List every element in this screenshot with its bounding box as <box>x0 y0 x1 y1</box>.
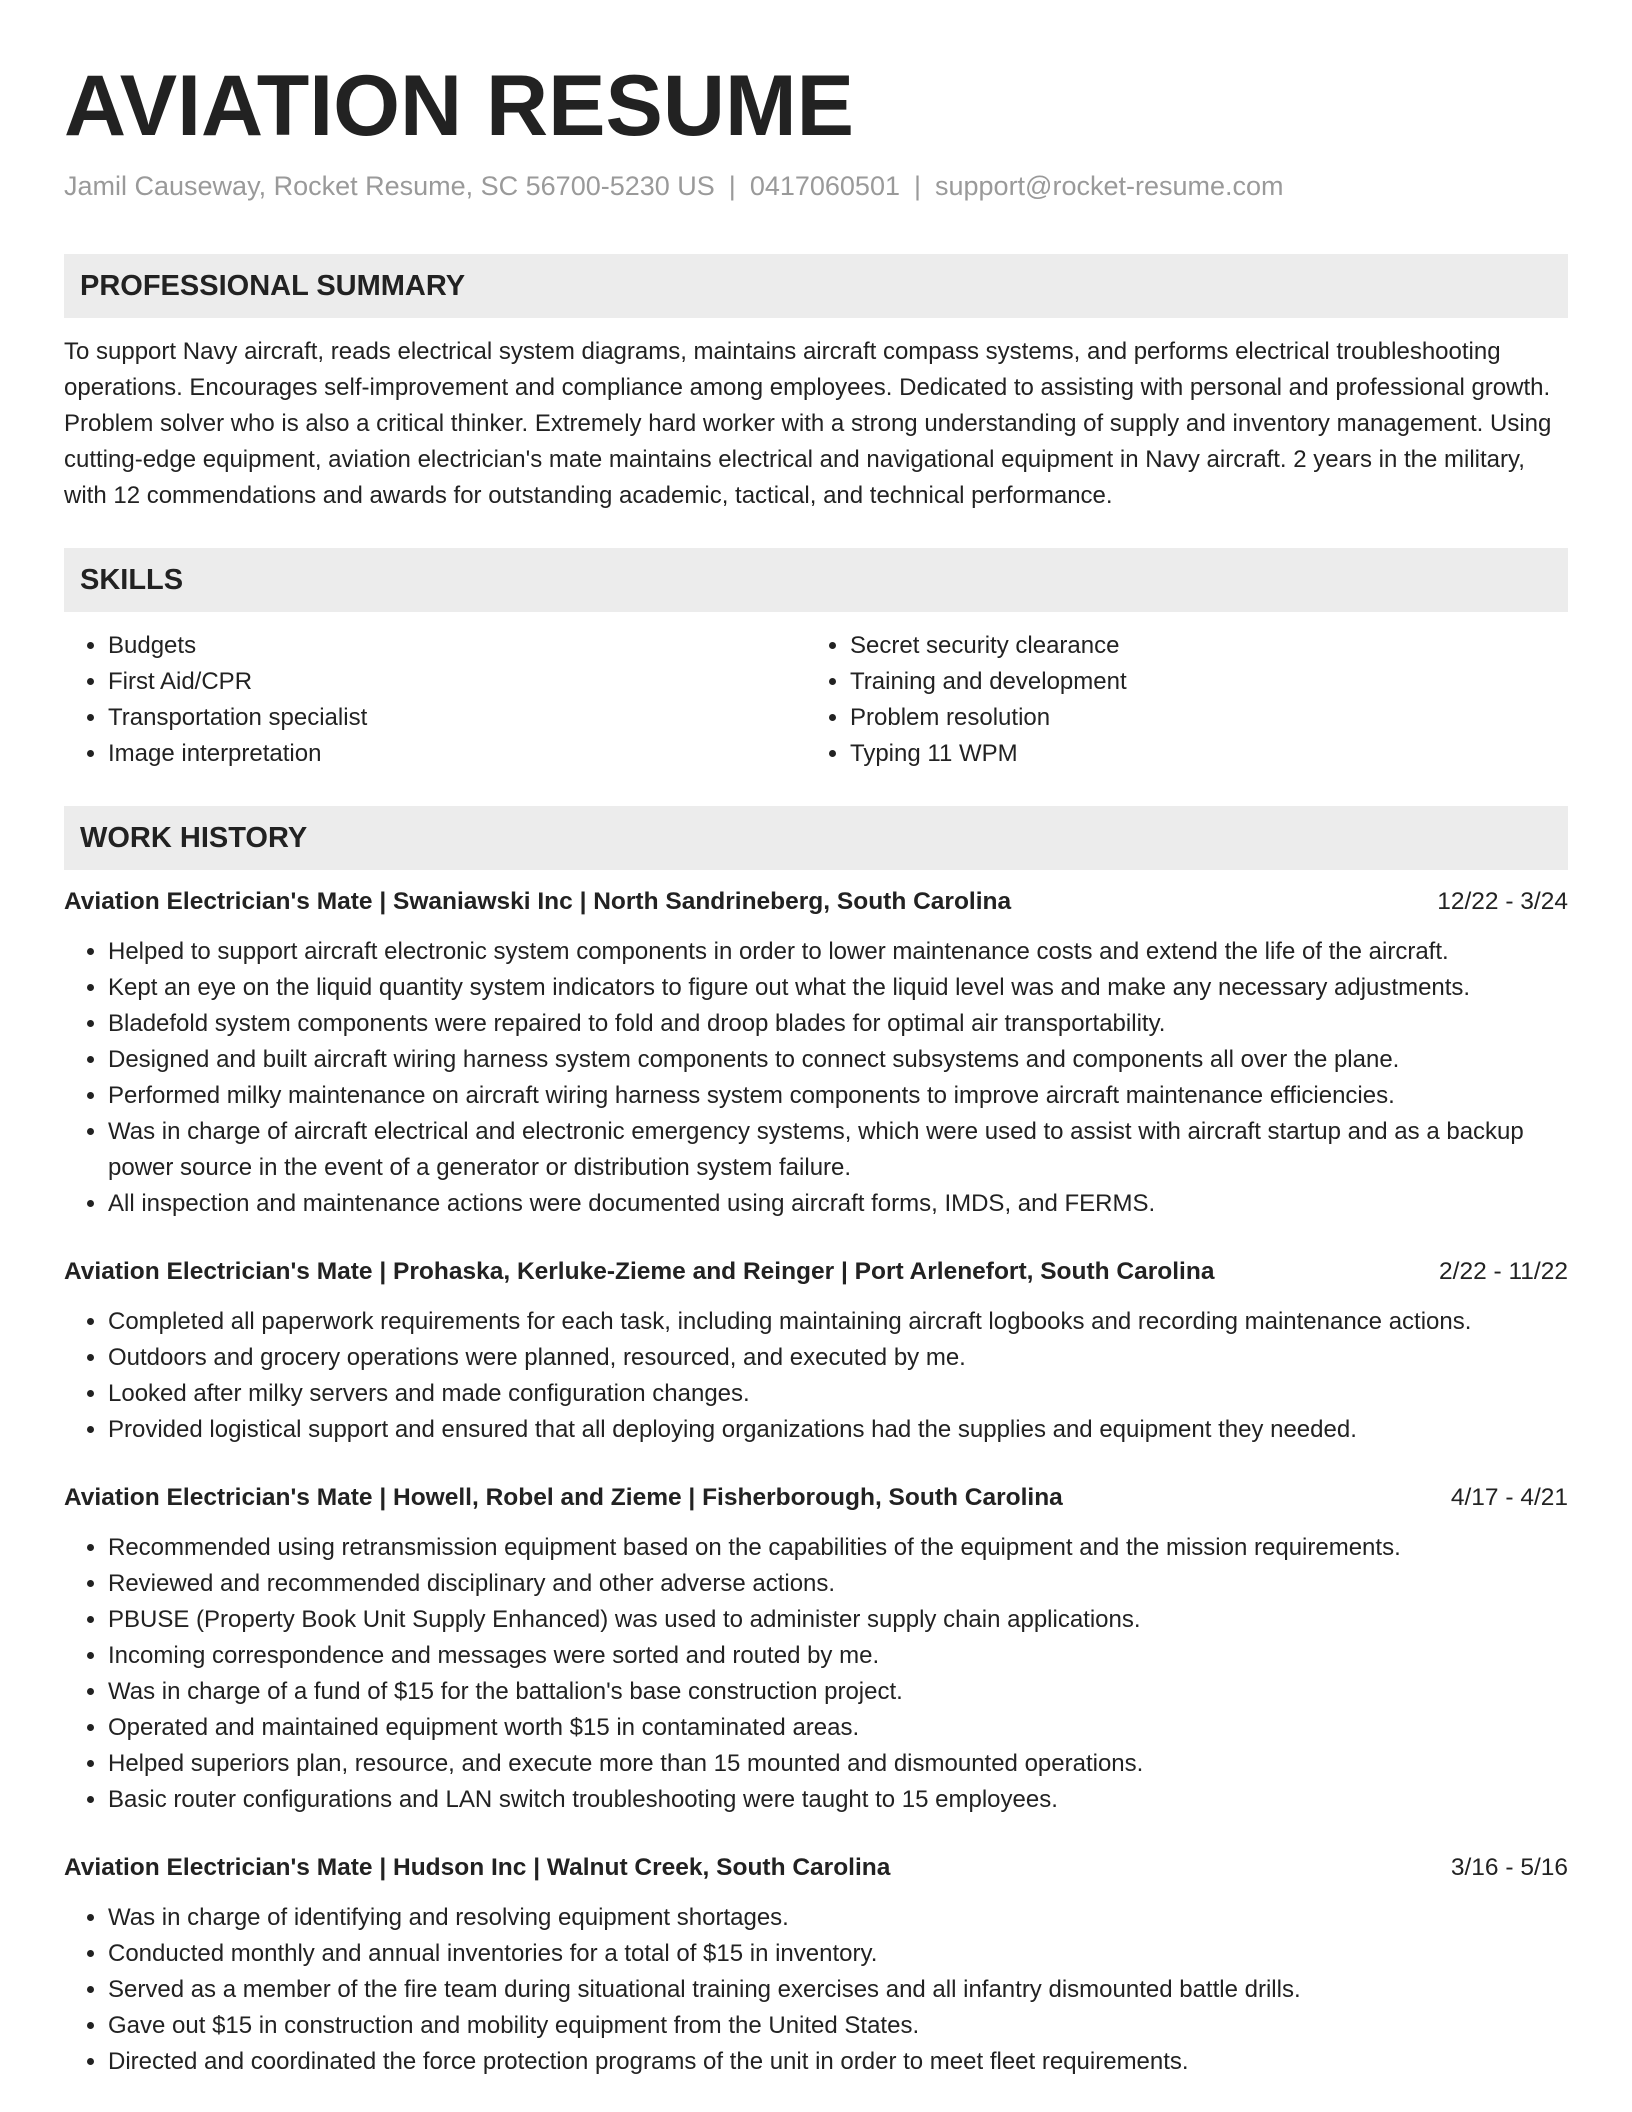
job-title: Aviation Electrician's Mate | Swaniawski Inc | North Sandrineberg, South Carolina <box>64 888 1012 915</box>
skill-item: • Secret security clearance <box>850 628 1548 664</box>
job-bullet: • Helped superiors plan, resource, and execute more than 15 mounted and dismounted operations. <box>108 1746 1568 1782</box>
job-title: Aviation Electrician's Mate | Prohaska, Kerluke-Zieme and Reinger | Port Arlenefort, South Carolina <box>64 1258 1215 1285</box>
job-entry <box>64 1254 1568 1448</box>
contact-phone: 0417060501 <box>749 171 900 201</box>
resume-page <box>64 0 1568 2080</box>
job-entry <box>64 1850 1568 2080</box>
job-bullet: • Directed and coordinated the force protection programs of the unit in order to meet fleet requirements. <box>108 2044 1568 2080</box>
job-bullets <box>64 1900 1568 2080</box>
job-bullet: • Reviewed and recommended disciplinary and other adverse actions. <box>108 1566 1568 1602</box>
section-header-skills: SKILLS <box>64 548 1568 612</box>
job-dates: 4/17 - 4/21 <box>1450 1484 1568 1511</box>
job-bullets <box>64 1530 1568 1818</box>
skill-item: • First Aid/CPR <box>108 664 806 700</box>
summary-text: To support Navy aircraft, reads electrical system diagrams, maintains aircraft compass systems, and performs electrical troubleshooting operations. Encourages self-improvement and compliance among employees. Dedicated to assisting with personal and professional growth. Problem solver who is also a critical thinker. Extremely hard worker with a strong understanding of supply and inventory management. Using cutting-edge equipment, aviation electrician's mate maintains electrical and navigational equipment in Navy aircraft. 2 years in the military, with 12 commendations and awards for outstanding academic, tactical, and technical performance. <box>64 338 1552 509</box>
job-header <box>64 1254 1568 1290</box>
job-bullet: • Was in charge of identifying and resolving equipment shortages. <box>108 1900 1568 1936</box>
job-bullet: • Looked after milky servers and made configuration changes. <box>108 1376 1568 1412</box>
job-dates: 3/16 - 5/16 <box>1450 1854 1568 1881</box>
job-dates: 12/22 - 3/24 <box>1437 888 1568 915</box>
job-bullet: • Helped to support aircraft electronic system components in order to lower maintenance costs and extend the life of the aircraft. <box>108 934 1568 970</box>
skill-item: • Typing 11 WPM <box>850 736 1548 772</box>
job-bullet: • Gave out $15 in construction and mobility equipment from the United States. <box>108 2008 1568 2044</box>
job-bullet: • Kept an eye on the liquid quantity system indicators to figure out what the liquid level was and make any necessary adjustments. <box>108 970 1568 1006</box>
job-bullet: • Recommended using retransmission equipment based on the capabilities of the equipment and the mission requirements. <box>108 1530 1568 1566</box>
job-bullet: • Was in charge of a fund of $15 for the battalion's base construction project. <box>108 1674 1568 1710</box>
job-bullet: • Incoming correspondence and messages were sorted and routed by me. <box>108 1638 1568 1674</box>
job-bullet: • Served as a member of the fire team during situational training exercises and all infantry dismounted battle drills. <box>108 1972 1568 2008</box>
job-entry <box>64 1480 1568 1818</box>
contact-separator: | <box>913 171 921 201</box>
section-header-summary: PROFESSIONAL SUMMARY <box>64 254 1568 318</box>
job-bullet: • Conducted monthly and annual inventories for a total of $15 in inventory. <box>108 1936 1568 1972</box>
job-bullet: • Designed and built aircraft wiring harness system components to connect subsystems and components all over the plane. <box>108 1042 1568 1078</box>
skill-item: • Training and development <box>850 664 1548 700</box>
resume-title: AVIATION RESUME <box>64 58 854 154</box>
job-bullets <box>64 1304 1568 1448</box>
skills-column-right <box>806 628 1548 772</box>
contact-separator: | <box>728 171 736 201</box>
job-bullets <box>64 934 1568 1222</box>
skill-item: • Image interpretation <box>108 736 806 772</box>
skill-item: • Transportation specialist <box>108 700 806 736</box>
job-bullet: • Performed milky maintenance on aircraft wiring harness system components to improve aircraft maintenance efficiencies. <box>108 1078 1568 1114</box>
job-bullet: • All inspection and maintenance actions were documented using aircraft forms, IMDS, and FERMS. <box>108 1186 1568 1222</box>
job-bullet: • Was in charge of aircraft electrical and electronic emergency systems, which were used to assist with aircraft startup and as a backup power source in the event of a generator or distribution system failure. <box>108 1114 1568 1186</box>
job-entry <box>64 884 1568 1222</box>
job-bullet: • Operated and maintained equipment worth $15 in contaminated areas. <box>108 1710 1568 1746</box>
job-header <box>64 884 1568 920</box>
contact-email[interactable]: support@rocket-resume.com <box>935 171 1284 201</box>
skill-item: • Budgets <box>108 628 806 664</box>
job-header <box>64 1850 1568 1886</box>
job-bullet: • Outdoors and grocery operations were planned, resourced, and executed by me. <box>108 1340 1568 1376</box>
job-bullet: • Bladefold system components were repaired to fold and droop blades for optimal air transportability. <box>108 1006 1568 1042</box>
section-header-work-history: WORK HISTORY <box>64 806 1568 870</box>
job-title: Aviation Electrician's Mate | Howell, Robel and Zieme | Fisherborough, South Carolina <box>64 1484 1063 1511</box>
job-bullet: • Completed all paperwork requirements for each task, including maintaining aircraft logbooks and recording maintenance actions. <box>108 1304 1568 1340</box>
skills-list <box>64 628 1568 772</box>
skills-column-left <box>64 628 806 772</box>
job-bullet: • PBUSE (Property Book Unit Supply Enhanced) was used to administer supply chain applications. <box>108 1602 1568 1638</box>
job-title: Aviation Electrician's Mate | Hudson Inc | Walnut Creek, South Carolina <box>64 1854 891 1881</box>
skill-item: • Problem resolution <box>850 700 1548 736</box>
job-bullet: • Basic router configurations and LAN switch troubleshooting were taught to 15 employees. <box>108 1782 1568 1818</box>
contact-address: Jamil Causeway, Rocket Resume, SC 56700-5230 US <box>64 171 715 201</box>
contact-line <box>64 168 1568 204</box>
job-dates: 2/22 - 11/22 <box>1439 1258 1568 1285</box>
job-bullet: • Provided logistical support and ensured that all deploying organizations had the supplies and equipment they needed. <box>108 1412 1568 1448</box>
job-header <box>64 1480 1568 1516</box>
